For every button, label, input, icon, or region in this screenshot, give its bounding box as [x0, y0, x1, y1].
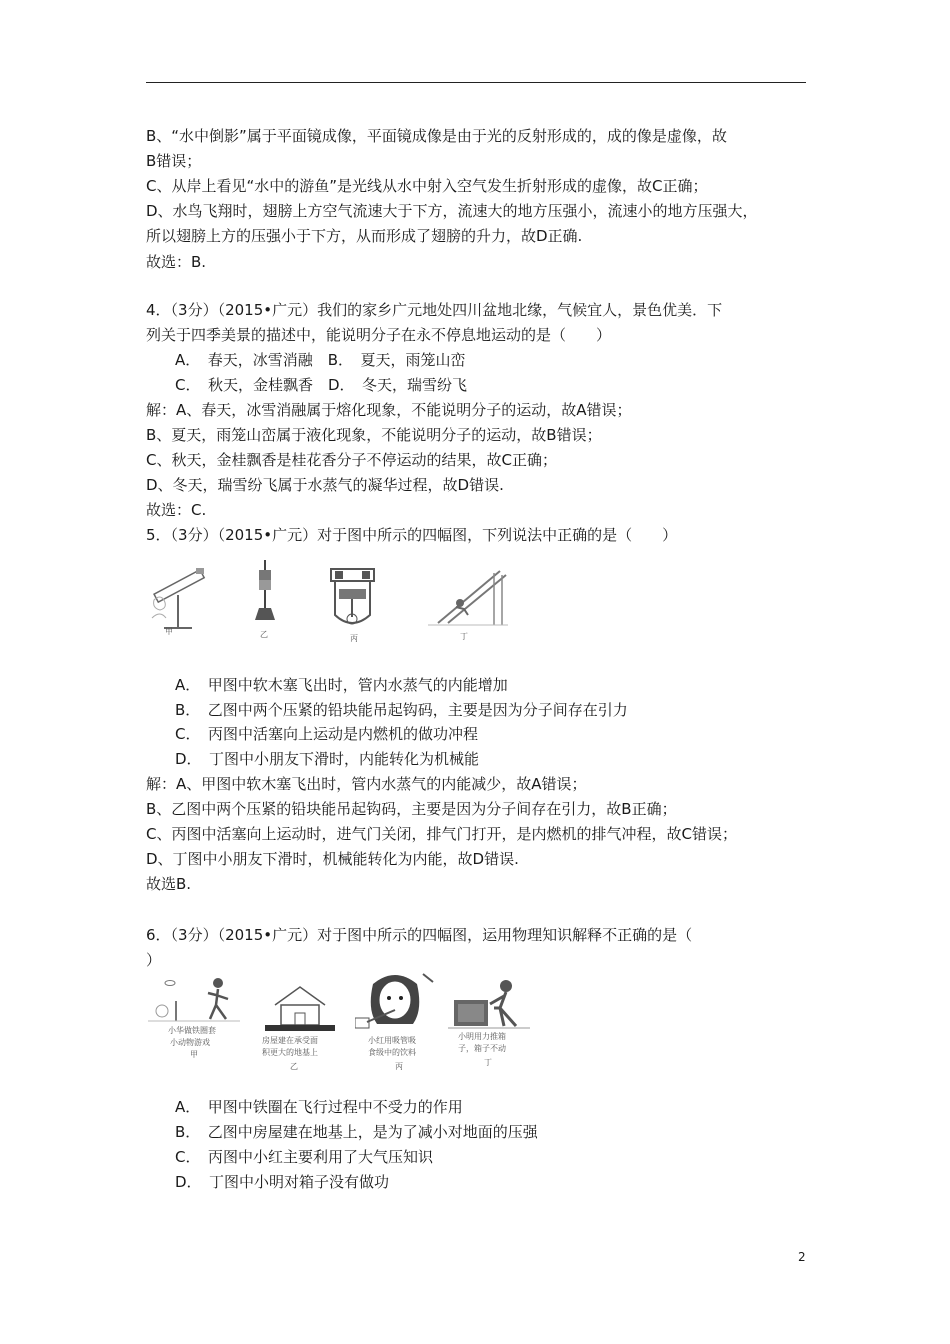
q5-caption-bing: 丙: [350, 634, 358, 643]
q4-options-ab: A． 春天，冰雪消融 B． 夏天，雨笼山峦: [175, 351, 466, 369]
q3-line-5: 所以翅膀上方的压强小于下方，从而形成了翅膀的升力，故D正确.: [146, 227, 583, 245]
q5-solution-2: B、乙图中两个压紧的铅块能吊起钩码，主要是因为分子间存在引力，故B正确；: [146, 800, 677, 818]
q4-solution-2: B、夏天，雨笼山峦属于液化现象，不能说明分子的运动，故B错误；: [146, 426, 602, 444]
q5-option-a: A． 甲图中软木塞飞出时，管内水蒸气的内能增加: [175, 676, 508, 694]
q3-answer: 故选：B.: [146, 253, 207, 271]
q3-line-1: B、“水中倒影”属于平面镜成像，平面镜成像是由于光的反射形成的，成的像是虚像，故: [146, 127, 727, 145]
q6-figure-yi: [265, 985, 335, 1033]
q5-option-d: D． 丁图中小朋友下滑时，内能转化为机械能: [175, 750, 480, 768]
q6-figure-ding: [448, 978, 530, 1032]
q5-figure-yi: [245, 560, 285, 630]
q6-caption-jia-label: 甲: [190, 1050, 198, 1059]
q6-caption-yi-label: 乙: [290, 1062, 298, 1071]
q3-line-4: D、水鸟飞翔时，翅膀上方空气流速大于下方，流速大的地方压强小，流速小的地方压强大，: [146, 202, 758, 220]
q4-solution-4: D、冬天，瑞雪纷飞属于水蒸气的凝华过程，故D错误.: [146, 476, 504, 494]
q6-option-b: B． 乙图中房屋建在地基上，是为了减小对地面的压强: [175, 1123, 538, 1141]
q5-caption-jia: 甲: [165, 627, 173, 636]
q6-caption-bing-1: 小红用吸管吸: [368, 1036, 416, 1045]
q3-line-2: B错误；: [146, 152, 202, 170]
q5-figure-bing: [325, 565, 380, 633]
q3-line-3: C、从岸上看见“水中的游鱼”是光线从水中射入空气发生折射形成的虚像，故C正确；: [146, 177, 708, 195]
q5-option-c: C． 丙图中活塞向上运动是内燃机的做功冲程: [175, 725, 478, 743]
q6-caption-jia-1: 小华做铁圈套: [168, 1026, 216, 1035]
q4-solution-3: C、秋天，金桂飘香是桂花香分子不停运动的结果，故C正确；: [146, 451, 557, 469]
q6-caption-yi-1: 房屋建在承受面: [262, 1036, 318, 1045]
q4-stem-2: 列关于四季美景的描述中，能说明分子在永不停息地运动的是（ ）: [146, 326, 612, 344]
header-rule: [146, 82, 806, 83]
q6-caption-bing-2: 食级中的饮料: [368, 1048, 416, 1057]
q6-caption-bing-label: 丙: [395, 1062, 403, 1071]
q5-solution-3: C、丙图中活塞向上运动时，进气门关闭，排气门打开，是内燃机的排气冲程，故C错误；: [146, 825, 737, 843]
q5-solution-1: 解：A、甲图中软木塞飞出时，管内水蒸气的内能减少，故A错误；: [146, 775, 587, 793]
q6-caption-ding-label: 丁: [484, 1058, 492, 1067]
q6-caption-jia-2: 小动物游戏: [170, 1038, 210, 1047]
q5-stem: 5．（3分）（2015•广元）对于图中所示的四幅图，下列说法中正确的是（ ）: [146, 526, 678, 544]
page-number: 2: [798, 1250, 806, 1264]
q6-caption-yi-2: 积更大的地基上: [262, 1048, 318, 1057]
q6-stem-1: 6．（3分）（2015•广元）对于图中所示的四幅图，运用物理知识解释不正确的是（: [146, 926, 693, 944]
q6-figure-jia: [148, 975, 243, 1025]
q6-stem-2: ）: [146, 951, 162, 969]
q5-caption-yi: 乙: [260, 630, 268, 639]
q5-option-b: B． 乙图中两个压紧的铅块能吊起钩码，主要是因为分子间存在引力: [175, 701, 628, 719]
q4-solution-1: 解：A、春天，冰雪消融属于熔化现象，不能说明分子的运动，故A错误；: [146, 401, 632, 419]
q6-option-a: A． 甲图中铁圈在飞行过程中不受力的作用: [175, 1098, 463, 1116]
q6-caption-ding-2: 子，箱子不动: [458, 1044, 506, 1053]
q6-option-c: C． 丙图中小红主要利用了大气压知识: [175, 1148, 433, 1166]
q6-figure-bing: [355, 970, 440, 1030]
q4-stem-1: 4．（3分）（2015•广元）我们的家乡广元地处四川盆地北缘，气候宜人，景色优美．下: [146, 301, 723, 319]
q4-answer: 故选：C.: [146, 501, 207, 519]
q4-options-cd: C． 秋天，金桂飘香 D． 冬天，瑞雪纷飞: [175, 376, 468, 394]
q5-figure-ding: [428, 565, 508, 627]
q6-caption-ding-1: 小明用力推箱: [458, 1032, 506, 1041]
q5-figure-jia: [148, 560, 218, 638]
q6-option-d: D． 丁图中小明对箱子没有做功: [175, 1173, 390, 1191]
q5-caption-ding: 丁: [460, 632, 468, 641]
q5-solution-4: D、丁图中小朋友下滑时，机械能转化为内能，故D错误.: [146, 850, 519, 868]
q5-answer: 故选B.: [146, 875, 192, 893]
